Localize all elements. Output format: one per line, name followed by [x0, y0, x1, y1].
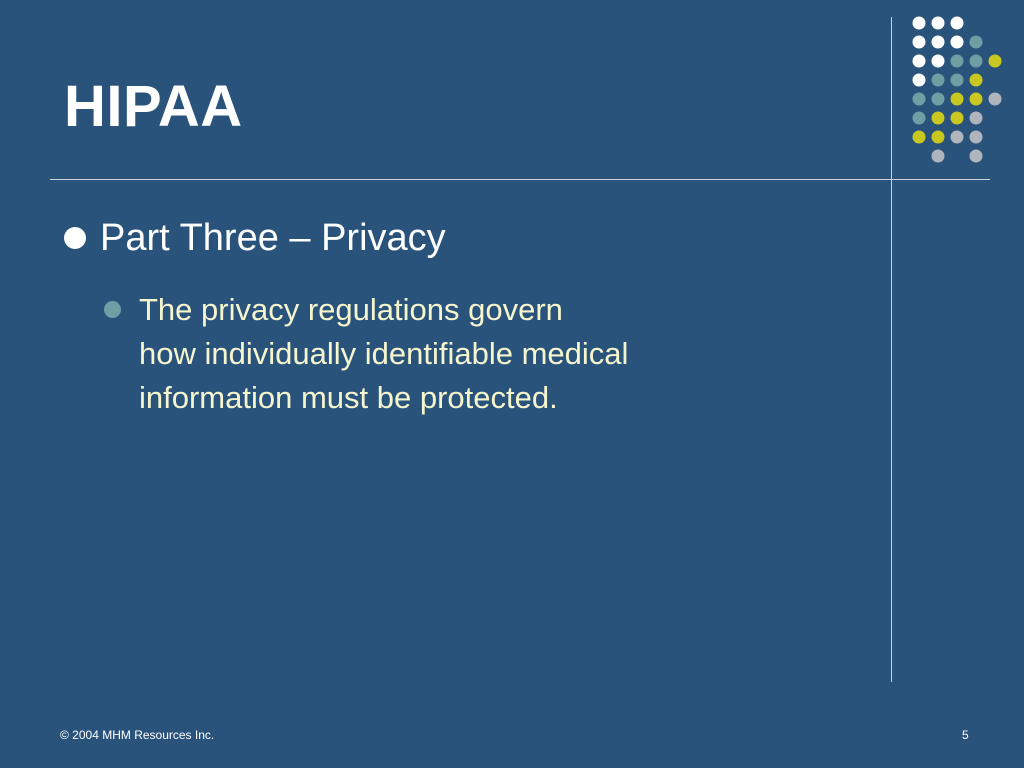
decorative-dot: [913, 93, 926, 106]
decorative-dot: [970, 36, 983, 49]
bullet-level2-line: information must be protected.: [139, 380, 558, 415]
decorative-dot: [951, 131, 964, 144]
decorative-dot: [951, 112, 964, 125]
footer-page-number: 5: [962, 728, 969, 742]
decorative-dot: [970, 131, 983, 144]
decorative-dot: [932, 74, 945, 87]
vertical-divider: [891, 17, 892, 682]
decorative-dot: [932, 93, 945, 106]
bullet-level2-text: [139, 288, 628, 420]
decorative-dot: [970, 93, 983, 106]
decorative-dot: [951, 36, 964, 49]
decorative-dot: [932, 17, 945, 30]
decorative-dot: [913, 74, 926, 87]
decorative-dot: [913, 55, 926, 68]
bullet-level2: [104, 288, 628, 420]
decorative-dot: [951, 93, 964, 106]
sub-bullet-dot-icon: [104, 301, 121, 318]
decorative-dot: [932, 36, 945, 49]
decorative-dot: [951, 74, 964, 87]
decorative-dot: [989, 55, 1002, 68]
bullet-level2-line: The privacy regulations govern: [139, 292, 563, 327]
decorative-dot: [951, 55, 964, 68]
decorative-dot: [970, 112, 983, 125]
bullet-level1-text: Part Three – Privacy: [100, 217, 446, 259]
bullet-level1: [64, 216, 446, 260]
decorative-dot: [989, 93, 1002, 106]
decorative-dot: [932, 131, 945, 144]
decorative-dot: [913, 112, 926, 125]
bullet-level2-line: how individually identifiable medical: [139, 336, 629, 371]
decorative-dot: [913, 17, 926, 30]
bullet-dot-icon: [64, 227, 86, 249]
decorative-dot: [970, 74, 983, 87]
footer-copyright: © 2004 MHM Resources Inc.: [60, 728, 215, 742]
decorative-dot: [932, 112, 945, 125]
decorative-dot: [913, 36, 926, 49]
decorative-dot: [951, 17, 964, 30]
decorative-dot: [970, 55, 983, 68]
decorative-dot: [932, 55, 945, 68]
decorative-dot: [913, 131, 926, 144]
decorative-dot: [932, 150, 945, 163]
decorative-dot: [970, 150, 983, 163]
horizontal-divider: [50, 179, 990, 180]
slide-title: HIPAA: [64, 74, 243, 139]
